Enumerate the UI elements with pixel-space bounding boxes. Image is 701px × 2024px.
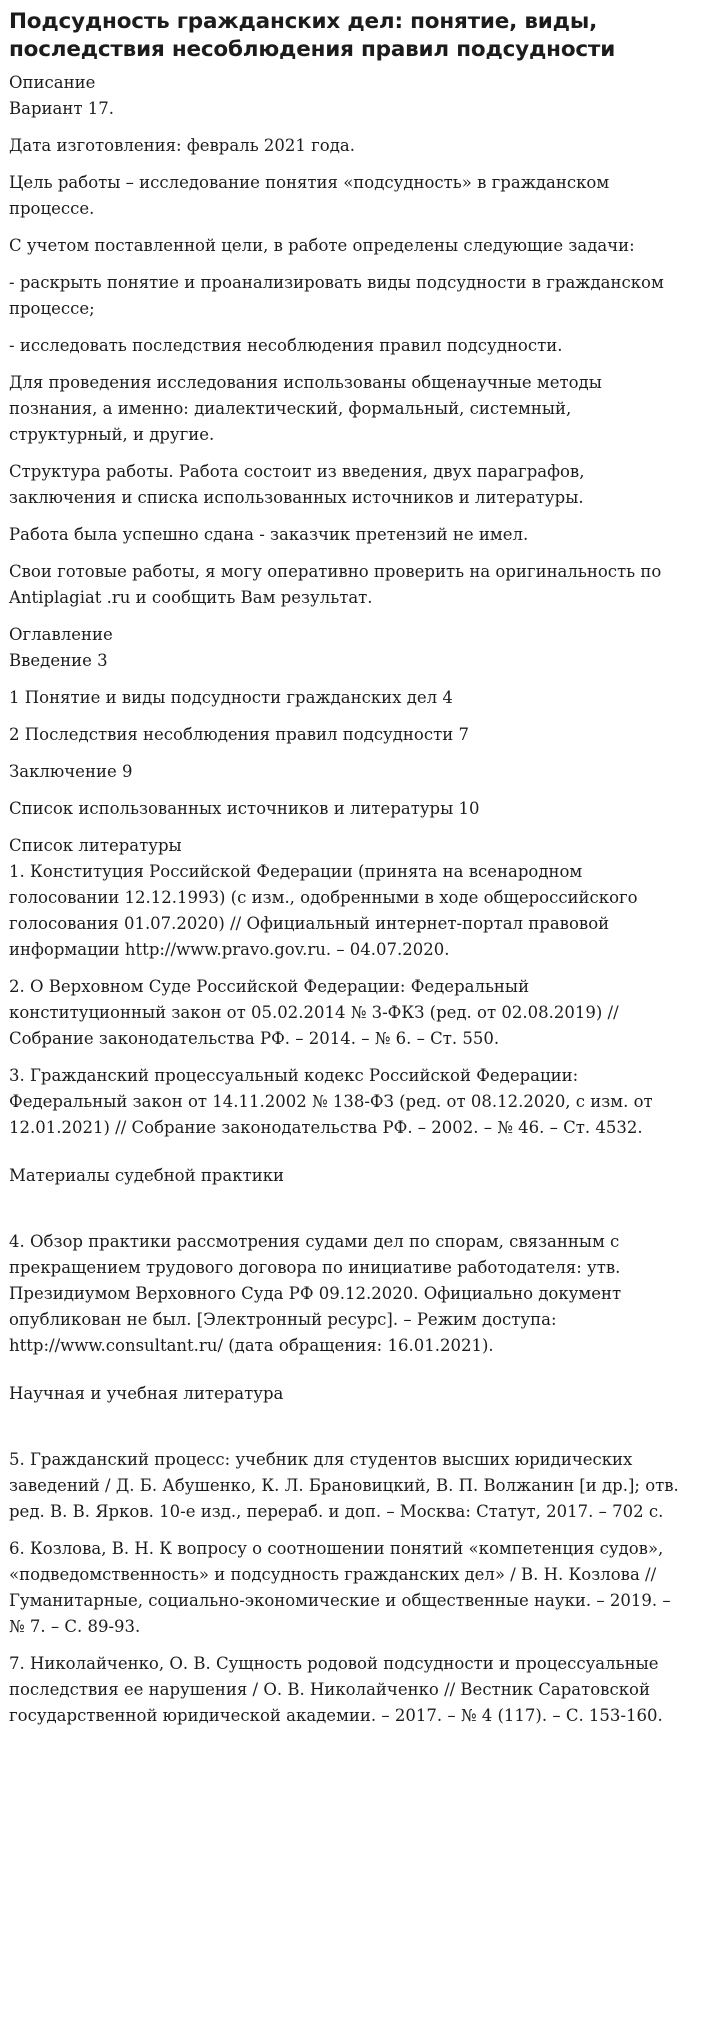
description-paragraph: Свои готовые работы, я могу оперативно проверить на оригинальность по Antiplagiat .ru и сообщить Вам результат. [9, 562, 662, 607]
page-title: Подсудность гражданских дел: понятие, виды, последствия несоблюдения правил подсудности [9, 9, 616, 62]
document-page [0, 8, 701, 1729]
toc-item: Список использованных источников и литературы 10 [9, 799, 480, 818]
reference-item: 2. О Верховном Суде Российской Федерации: Федеральный конституционный закон от 05.02.2014 № 3-ФКЗ (ред. от 02.08.2019) // Собрание законодательства РФ. – 2014. – № 6. – Ст. 550. [9, 977, 619, 1048]
toc-section [9, 622, 691, 822]
reference-item: 1. Конституция Российской Федерации (принята на всенародном голосовании 12.12.1993) (с изм., одобренными в ходе общероссийского голосования 01.07.2020) // Официальный интернет-портал правовой информации http://www.pravo.gov.ru. – 04.07.2020. [9, 862, 638, 959]
toc-heading: Оглавление [9, 625, 113, 644]
description-paragraph: С учетом поставленной цели, в работе определены следующие задачи: [9, 236, 635, 255]
reference-item: 3. Гражданский процессуальный кодекс Российской Федерации: Федеральный закон от 14.11.2002 № 138-ФЗ (ред. от 08.12.2020, с изм. от 12.01.2021) // Собрание законодательства РФ. – 2002. – № 46. – Ст. 4532. [9, 1066, 653, 1137]
reference-item: 7. Николайченко, О. В. Сущность родовой подсудности и процессуальные последствия ее нарушения / О. В. Николайченко // Вестник Саратовской государственной юридической академии. – 2017. – № 4 (117). – С. 153-160. [9, 1654, 663, 1725]
case-law-heading: Материалы судебной практики [9, 1166, 285, 1185]
toc-item: 2 Последствия несоблюдения правил подсудности 7 [9, 725, 469, 744]
reference-item: 5. Гражданский процесс: учебник для студентов высших юридических заведений / Д. Б. Абушенко, К. Л. Брановицкий, В. П. Волжанин [и др.]; отв. ред. В. В. Ярков. 10-е изд., перераб. и доп. – Москва: Статут, 2017. – 702 с. [9, 1450, 679, 1521]
toc-item: Введение 3 [9, 651, 108, 670]
description-paragraph: Вариант 17. [9, 99, 114, 118]
description-paragraph: Дата изготовления: февраль 2021 года. [9, 136, 355, 155]
references-section [9, 833, 691, 1729]
references-heading: Список литературы [9, 836, 182, 855]
description-paragraph: Цель работы – исследование понятия «подсудность» в гражданском процессе. [9, 173, 610, 218]
toc-item: Заключение 9 [9, 762, 133, 781]
description-paragraph: Для проведения исследования использованы общенаучные методы познания, а именно: диалектический, формальный, системный, структурный, и другие. [9, 373, 602, 444]
toc-item: 1 Понятие и виды подсудности гражданских дел 4 [9, 688, 453, 707]
description-paragraph: Структура работы. Работа состоит из введения, двух параграфов, заключения и списка использованных источников и литературы. [9, 462, 585, 507]
description-heading: Описание [9, 73, 96, 92]
reference-item: 6. Козлова, В. Н. К вопросу о соотношении понятий «компетенция судов», «подведомственность» и подсудность гражданских дел» / В. Н. Козлова // Гуманитарные, социально-экономические и общественные науки. – 2019. – № 7. – С. 89-93. [9, 1539, 671, 1636]
description-paragraph: - исследовать последствия несоблюдения правил подсудности. [9, 336, 563, 355]
description-paragraph: Работа была успешно сдана - заказчик претензий не имел. [9, 525, 529, 544]
reference-item: 4. Обзор практики рассмотрения судами дел по спорам, связанным с прекращением трудового договора по инициативе работодателя: утв. Президиумом Верховного Суда РФ 09.12.2020. Официально документ опубликован не был. [Электронный ресурс]. – Режим доступа: http://www.consultant.ru/ (дата обращения: 16.01.2021). [9, 1232, 622, 1355]
literature-heading: Научная и учебная литература [9, 1384, 284, 1403]
description-paragraph: - раскрыть понятие и проанализировать виды подсудности в гражданском процессе; [9, 273, 664, 318]
description-section [9, 70, 691, 611]
